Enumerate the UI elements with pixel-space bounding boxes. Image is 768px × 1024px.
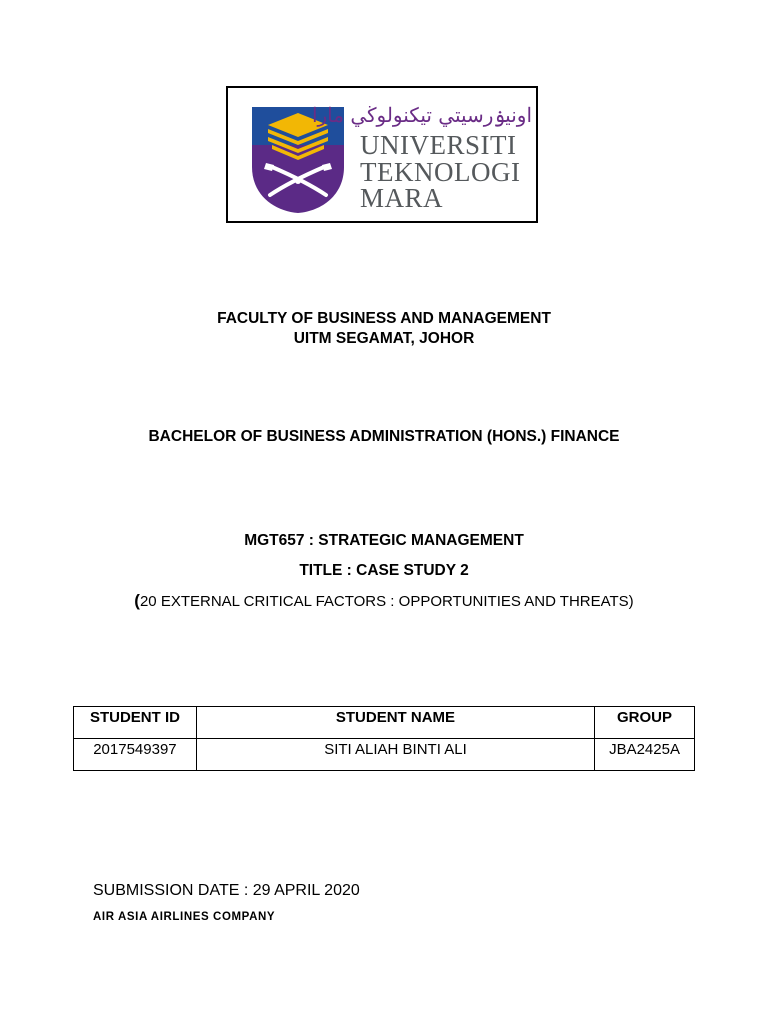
logo-name-line-2: TEKNOLOGI	[360, 156, 521, 187]
submission-date: SUBMISSION DATE : 29 APRIL 2020	[93, 882, 360, 899]
faculty-title: FACULTY OF BUSINESS AND MANAGEMENT	[217, 310, 551, 327]
company-name: AIR ASIA AIRLINES COMPANY	[93, 911, 276, 923]
campus-title: UITM SEGAMAT, JOHOR	[293, 330, 475, 347]
subtitle-text: 20 EXTERNAL CRITICAL FACTORS : OPPORTUNITIES AND THREATS)	[139, 593, 634, 610]
course-title: MGT657 : STRATEGIC MANAGEMENT	[244, 532, 524, 549]
logo-jawi-text: اونيۏرسيتي تيكنولوڬي مارا	[311, 103, 532, 127]
cell-student-name: SITI ALIAH BINTI ALI	[196, 739, 594, 771]
logo-name-line-1: UNIVERSITI	[360, 130, 517, 160]
program-title: BACHELOR OF BUSINESS ADMINISTRATION (HONS.) FINANCE	[148, 428, 620, 445]
cell-group: JBA2425A	[595, 739, 695, 771]
cell-student-id: 2017549397	[74, 739, 197, 771]
header-group: GROUP	[595, 707, 695, 739]
logo-name-line-3: MARA	[360, 183, 444, 213]
assignment-subtitle	[0, 591, 768, 611]
logo-university-name	[360, 132, 520, 212]
subtitle-open-paren: (	[134, 591, 140, 610]
student-info-table	[73, 706, 695, 771]
table-header-row	[74, 707, 695, 739]
table-row	[74, 739, 695, 771]
uitm-logo-box	[226, 86, 538, 223]
header-student-name: STUDENT NAME	[196, 707, 594, 739]
header-student-id: STUDENT ID	[74, 707, 197, 739]
assignment-title: TITLE : CASE STUDY 2	[299, 562, 469, 579]
